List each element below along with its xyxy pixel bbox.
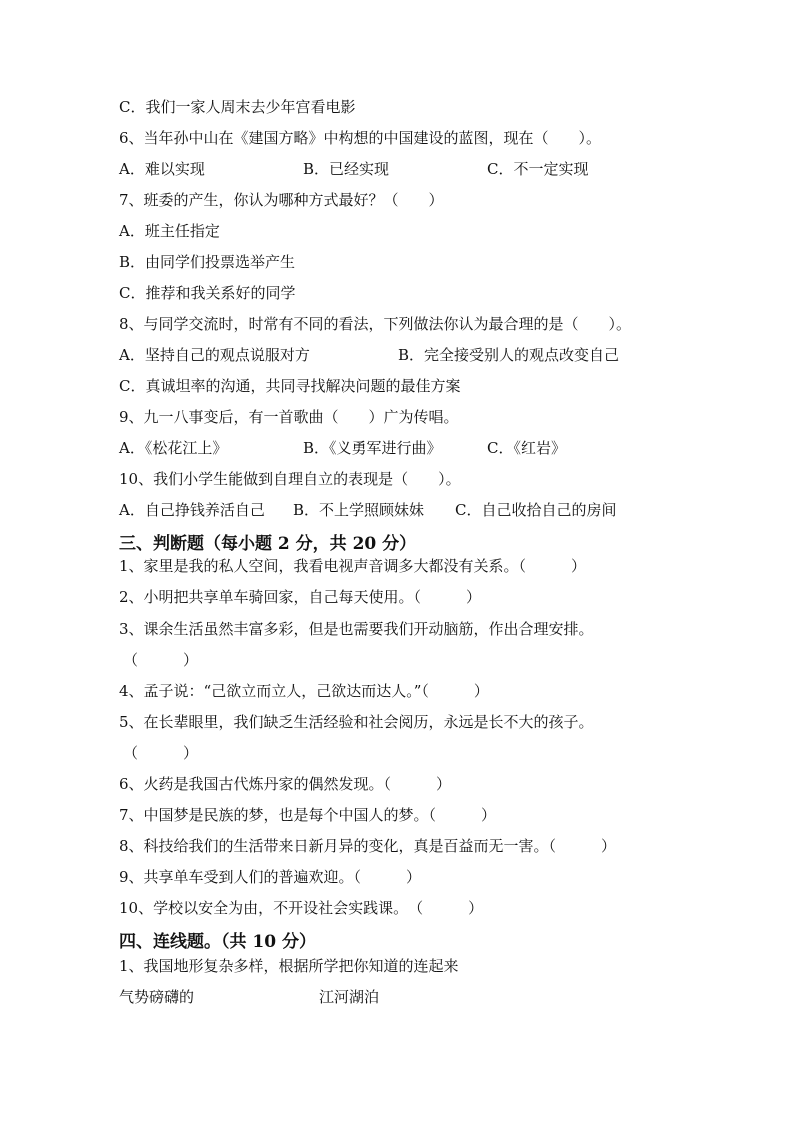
s4-left-item: 气势磅礴的	[119, 988, 195, 1006]
s3-item-3-bracket: （ ）	[123, 651, 199, 669]
q7-stem: 7、班委的产生，你认为哪种方式最好？（ ）	[119, 191, 444, 209]
q6-stem: 6、当年孙中山在《建国方略》中构想的中国建设的蓝图，现在（ ）。	[119, 129, 602, 147]
q9-option-a: A．《松花江上》	[119, 439, 228, 457]
q10-option-b: B．不上学照顾妹妹	[293, 501, 425, 519]
q7-option-b: B．由同学们投票选举产生	[119, 253, 296, 271]
q9-option-c: C．《红岩》	[487, 439, 566, 457]
q8-option-a: A．坚持自己的观点说服对方	[119, 346, 310, 364]
s3-item-6: 6、火药是我国古代炼丹家的偶然发现。（ ）	[119, 775, 452, 793]
s4-right-item: 江河湖泊	[319, 988, 380, 1006]
q9-option-b: B．《义勇军进行曲》	[303, 439, 442, 457]
s3-item-2: 2、小明把共享单车骑回家，自己每天使用。（ ）	[119, 588, 482, 606]
s3-item-5: 5、在长辈眼里，我们缺乏生活经验和社会阅历，永远是长不大的孩子。	[119, 713, 594, 731]
s3-item-9: 9、共享单车受到人们的普遍欢迎。（ ）	[119, 868, 422, 886]
s3-item-3: 3、课余生活虽然丰富多彩，但是也需要我们开动脑筋，作出合理安排。	[119, 620, 594, 638]
q6-option-b: B．已经实现	[303, 160, 390, 178]
s3-item-7: 7、中国梦是民族的梦，也是每个中国人的梦。（ ）	[119, 806, 497, 824]
section-3-title: 三、判断题（每小题 2 分，共 20 分）	[119, 534, 417, 554]
q10-option-c: C．自己收拾自己的房间	[455, 501, 617, 519]
q10-stem: 10、我们小学生能做到自理自立的表现是（ ）。	[119, 470, 461, 488]
q7-option-a: A．班主任指定	[119, 222, 220, 240]
q6-option-a: A．难以实现	[119, 160, 205, 178]
s3-item-8: 8、科技给我们的生活带来日新月异的变化，真是百益而无一害。（ ）	[119, 837, 617, 855]
q9-stem: 9、九一八事变后，有一首歌曲（ ）广为传唱。	[119, 408, 459, 426]
q7-option-c: C．推荐和我关系好的同学	[119, 284, 296, 302]
q10-option-a: A．自己挣钱养活自己	[119, 501, 265, 519]
section-4-title: 四、连线题。（共 10 分）	[119, 932, 316, 952]
q8-option-c: C．真诚坦率的沟通，共同寻找解决问题的最佳方案	[119, 377, 461, 395]
s3-item-10: 10、学校以安全为由，不开设社会实践课。 （ ）	[119, 899, 484, 917]
s3-item-4: 4、孟子说：“己欲立而立人，己欲达而达人。”（ ）	[119, 682, 489, 700]
s3-item-5-bracket: （ ）	[123, 744, 199, 762]
q6-option-c: C．不一定实现	[487, 160, 589, 178]
q8-stem: 8、与同学交流时，时常有不同的看法，下列做法你认为最合理的是（ ）。	[119, 315, 632, 333]
s4-q1-stem: 1、我国地形复杂多样，根据所学把你知道的连起来	[119, 957, 459, 975]
s3-item-1: 1、家里是我的私人空间，我看电视声音调多大都没有关系。（ ）	[119, 557, 587, 575]
q5-option-c: C．我们一家人周末去少年宫看电影	[119, 98, 356, 116]
q8-option-b: B．完全接受别人的观点改变自己	[398, 346, 620, 364]
